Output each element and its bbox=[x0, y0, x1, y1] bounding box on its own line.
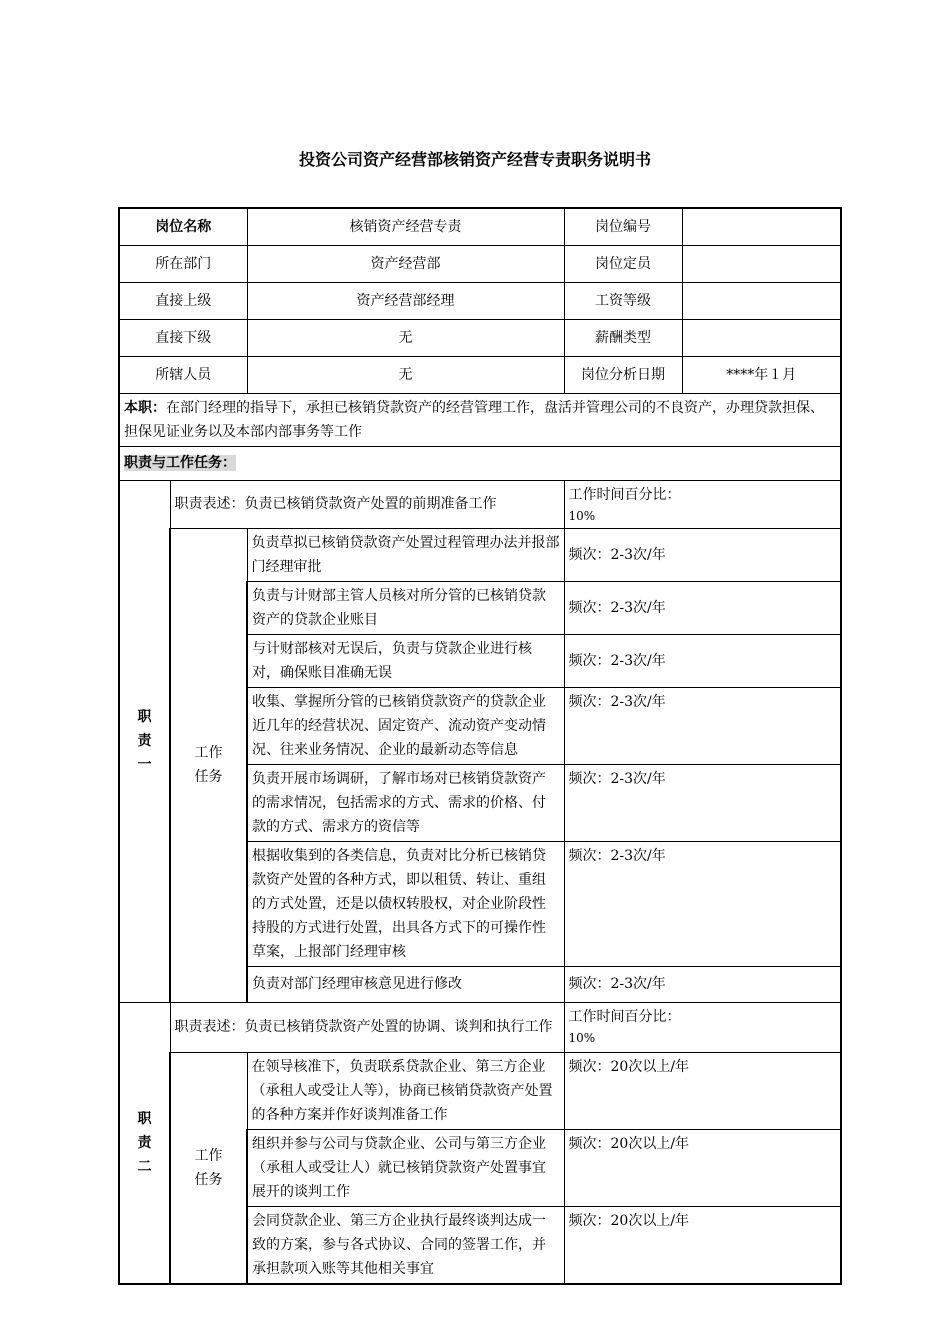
task-frequency: 频次：2-3次/年 bbox=[564, 528, 841, 581]
task-frequency: 频次：2-3次/年 bbox=[564, 966, 841, 1002]
quota-value bbox=[682, 245, 841, 282]
task-frequency: 频次：2-3次/年 bbox=[564, 687, 841, 764]
task-text: 收集、掌握所分管的已核销贷款资产的贷款企业近几年的经营状况、固定资产、流动资产变动情况、往来业务情况、企业的最新动态等信息 bbox=[247, 687, 564, 764]
row-position-name bbox=[119, 208, 841, 245]
duty-2-description: 职责表述：负责已核销贷款资产处置的协调、谈判和执行工作 bbox=[170, 1002, 564, 1052]
row-superior bbox=[119, 282, 841, 319]
page-title: 投资公司资产经营部核销资产经营专责职务说明书 bbox=[298, 150, 651, 169]
task-frequency: 频次：2-3次/年 bbox=[564, 764, 841, 841]
pay-type-value bbox=[682, 319, 841, 356]
duty-summary-text: 在部门经理的指导下，承担已核销贷款资产的经营管理工作，盘活并管理公司的不良资产，办理贷款担保、担保见证业务以及本部内部事务等工作 bbox=[124, 399, 824, 440]
superior-label: 直接上级 bbox=[119, 282, 247, 319]
duty-1-description: 职责表述：负责已核销贷款资产处置的前期准备工作 bbox=[170, 480, 564, 528]
pay-type-label: 薪酬类型 bbox=[564, 319, 682, 356]
row-subordinate bbox=[119, 319, 841, 356]
duty-1-label-char: 责 bbox=[137, 733, 152, 749]
task-frequency: 频次：2-3次/年 bbox=[564, 581, 841, 634]
task-text: 负责对部门经理审核意见进行修改 bbox=[247, 966, 564, 1002]
duty-2-label-char: 二 bbox=[137, 1158, 152, 1175]
duty-1-label-char: 职 bbox=[137, 709, 152, 725]
row-staff bbox=[119, 356, 841, 393]
staff-label: 所辖人员 bbox=[119, 356, 247, 393]
quota-label: 岗位定员 bbox=[564, 245, 682, 282]
duty-2-time-value: 10% bbox=[568, 1030, 596, 1045]
task-text: 根据收集到的各类信息，负责对比分析已核销贷款资产处置的各种方式，即以租赁、转让、重组的方式处置，还是以债权转股权，对企业阶段性持股的方式进行处置，出具各方式下的可操作性草案，上报部门经理审核 bbox=[247, 841, 564, 966]
duty-summary-label: 本职： bbox=[124, 399, 166, 416]
analysis-date-label: 岗位分析日期 bbox=[564, 356, 682, 393]
task-frequency: 频次：20次以上/年 bbox=[564, 1206, 841, 1284]
duty-2-time bbox=[564, 1002, 841, 1052]
duties-header-label: 职责与工作任务： bbox=[124, 455, 236, 471]
position-name-label: 岗位名称 bbox=[119, 208, 247, 245]
job-description-table bbox=[118, 207, 842, 1285]
task-frequency: 频次：2-3次/年 bbox=[564, 841, 841, 966]
dept-label: 所在部门 bbox=[119, 245, 247, 282]
subordinate-label: 直接下级 bbox=[119, 319, 247, 356]
task-row bbox=[119, 528, 841, 581]
duty-2-description-row bbox=[119, 1002, 841, 1052]
task-text: 负责与计财部主管人员核对所分管的已核销贷款资产的贷款企业账目 bbox=[247, 581, 564, 634]
duty-2-time-label: 工作时间百分比： bbox=[568, 1008, 681, 1025]
duty-1-description-row bbox=[119, 480, 841, 528]
position-name-value: 核销资产经营专责 bbox=[247, 208, 564, 245]
duty-1-label bbox=[119, 480, 170, 1002]
row-duty-summary bbox=[119, 393, 841, 446]
task-text: 组织并参与公司与贷款企业、公司与第三方企业（承租人或受让人）就已核销贷款资产处置事宜展开的谈判工作 bbox=[247, 1129, 564, 1206]
duty-2-label bbox=[119, 1002, 170, 1284]
task-frequency: 频次：2-3次/年 bbox=[564, 634, 841, 687]
staff-value: 无 bbox=[247, 356, 564, 393]
salary-grade-value bbox=[682, 282, 841, 319]
task-frequency: 频次：20次以上/年 bbox=[564, 1052, 841, 1129]
subordinate-value: 无 bbox=[247, 319, 564, 356]
duty-2-label-char: 责 bbox=[137, 1134, 152, 1151]
task-text: 与计财部核对无误后，负责与贷款企业进行核对，确保账目准确无误 bbox=[247, 634, 564, 687]
position-no-value bbox=[682, 208, 841, 245]
superior-value: 资产经营部经理 bbox=[247, 282, 564, 319]
duty-1-label-char: 一 bbox=[137, 757, 152, 773]
duty-summary bbox=[119, 393, 841, 446]
duty-2-task-label bbox=[170, 1052, 247, 1284]
task-label-line: 任务 bbox=[194, 769, 223, 785]
dept-value: 资产经营部 bbox=[247, 245, 564, 282]
duty-1-time bbox=[564, 480, 841, 528]
task-text: 会同贷款企业、第三方企业执行最终谈判达成一致的方案，参与各式协议、合同的签署工作，并承担款项入账等其他相关事宜 bbox=[247, 1206, 564, 1284]
task-text: 在领导核准下，负责联系贷款企业、第三方企业（承租人或受让人等），协商已核销贷款资产处置的各种方案并作好谈判准备工作 bbox=[247, 1052, 564, 1129]
duty-1-time-label: 工作时间百分比： bbox=[568, 486, 681, 503]
duty-2-label-char: 职 bbox=[137, 1110, 152, 1127]
task-row bbox=[119, 1052, 841, 1129]
task-text: 负责开展市场调研，了解市场对已核销贷款资产的需求情况，包括需求的方式、需求的价格、付款的方式、需求方的资信等 bbox=[247, 764, 564, 841]
task-text: 负责草拟已核销贷款资产处置过程管理办法并报部门经理审批 bbox=[247, 528, 564, 581]
row-dept bbox=[119, 245, 841, 282]
task-label-line: 工作 bbox=[194, 1147, 223, 1164]
row-duties-header bbox=[119, 446, 841, 480]
task-label-line: 工作 bbox=[194, 745, 223, 761]
salary-grade-label: 工资等级 bbox=[564, 282, 682, 319]
task-label-line: 任务 bbox=[194, 1171, 223, 1188]
duty-1-time-value: 10% bbox=[568, 508, 596, 523]
duties-header bbox=[119, 446, 841, 480]
position-no-label: 岗位编号 bbox=[564, 208, 682, 245]
analysis-date-value: ****年１月 bbox=[682, 356, 841, 393]
task-frequency: 频次：20次以上/年 bbox=[564, 1129, 841, 1206]
duty-1-task-label bbox=[170, 528, 247, 1002]
